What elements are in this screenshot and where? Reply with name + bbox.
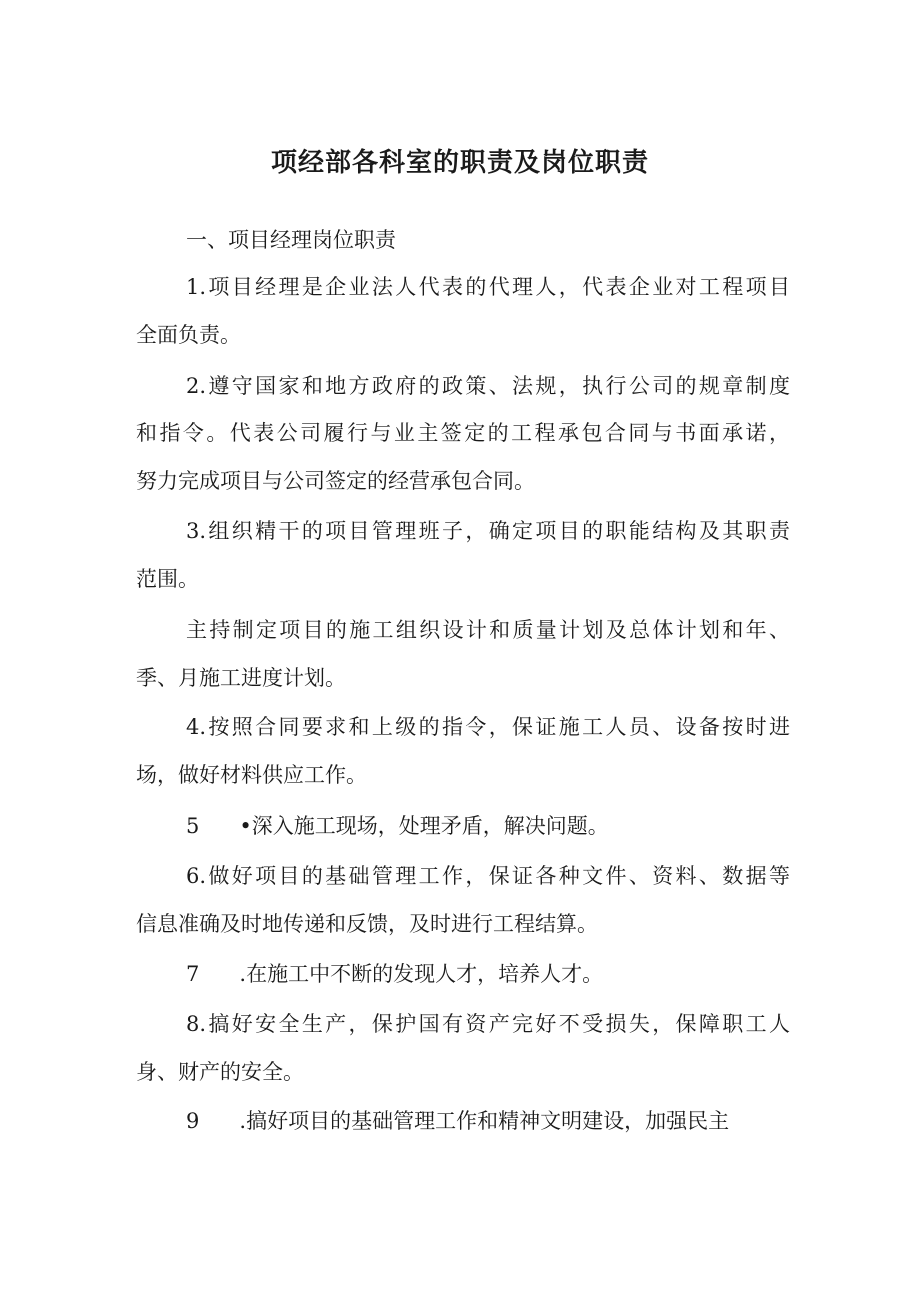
paragraph-line: 范围。: [136, 567, 199, 591]
paragraph-line: 6.做好项目的基础管理工作，保证各种文件、资料、数据等: [186, 864, 790, 888]
paragraph-line: 3.组织精干的项目管理班子，确定项目的职能结构及其职责: [186, 519, 790, 543]
paragraph-line: 信息准确及时地传递和反馈，及时进行工程结算。: [136, 912, 598, 936]
paragraph-line: 1.项目经理是企业法人代表的代理人，代表企业对工程项目: [186, 275, 790, 299]
paragraph-line: 努力完成项目与公司签定的经营承包合同。: [136, 469, 535, 493]
paragraph-line: 5 •深入施工现场，处理矛盾，解决问题。: [186, 814, 609, 838]
paragraph-line: 季、月施工进度计划。: [136, 666, 346, 690]
paragraph-line: 主持制定项目的施工组织设计和质量计划及总体计划和年、: [186, 618, 790, 642]
paragraph-line: 8.搞好安全生产，保护国有资产完好不受损失，保障职工人: [186, 1012, 790, 1036]
paragraph-line: 全面负责。: [136, 323, 241, 347]
paragraph-line: 场，做好材料供应工作。: [136, 763, 367, 787]
paragraph-line: 9 .搞好项目的基础管理工作和精神文明建设，加强民主: [186, 1109, 730, 1133]
section-heading: 一、项目经理岗位职责: [186, 228, 396, 252]
paragraph-line: 7 .在施工中不断的发现人才，培养人才。: [186, 962, 604, 986]
paragraph-line: 4.按照合同要求和上级的指令，保证施工人员、设备按时进: [186, 715, 790, 739]
document-title: 项经部各科室的职责及岗位职责: [270, 148, 649, 178]
paragraph-line: 身、财产的安全。: [136, 1060, 304, 1084]
paragraph-line: 2.遵守国家和地方政府的政策、法规，执行公司的规章制度: [186, 374, 790, 398]
paragraph-line: 和指令。代表公司履行与业主签定的工程承包合同与书面承诺，: [136, 421, 790, 445]
